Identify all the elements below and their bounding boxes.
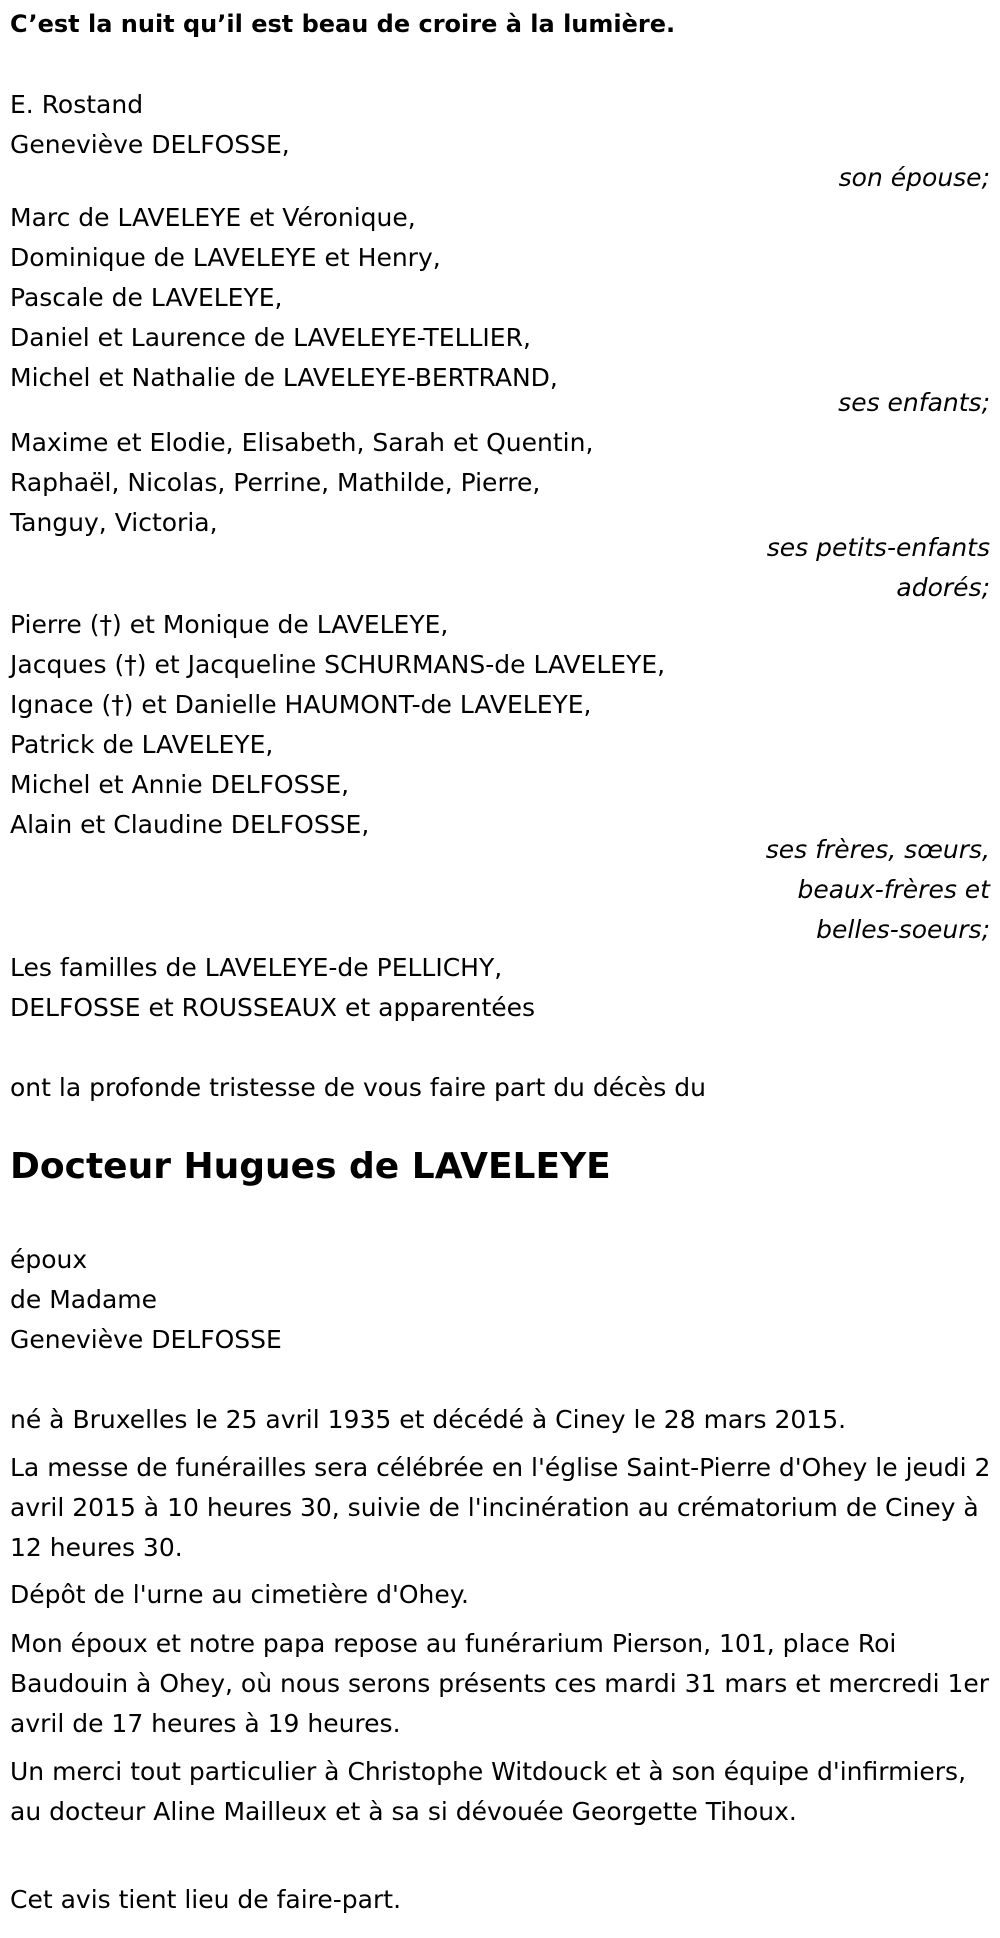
grandchildren-role-line-1: ses petits-enfants <box>766 533 990 562</box>
urn-paragraph: Dépôt de l'urne au cimetière d'Ohey. <box>10 1580 469 1609</box>
siblings-role-line-3: belles-soeurs; <box>816 915 990 944</box>
grandchildren-role-line-2: adorés; <box>896 573 990 602</box>
child-name-5: Michel et Nathalie de LAVELEYE-BERTRAND, <box>10 363 558 392</box>
sibling-name-4: Patrick de LAVELEYE, <box>10 730 274 759</box>
families-line-1: Les familles de LAVELEYE-de PELLICHY, <box>10 953 503 982</box>
spouse-of-line-1: époux <box>10 1245 88 1274</box>
funerarium-paragraph: Mon époux et notre papa repose au funérarium Pierson, 101, place Roi Baudouin à Ohey, où nous serons présents ces mardi 31 mars et mercredi 1er avril de 17 heures à 19 heures. <box>10 1629 990 1738</box>
notice-paragraph: Cet avis tient lieu de faire-part. <box>10 1885 402 1914</box>
spouse-of-line-2: de Madame <box>10 1285 158 1314</box>
child-name-1: Marc de LAVELEYE et Véronique, <box>10 203 416 232</box>
siblings-role-line-2: beaux-frères et <box>797 875 990 904</box>
children-role: ses enfants; <box>838 388 990 417</box>
deceased-name: Docteur Hugues de LAVELEYE <box>10 1146 611 1187</box>
siblings-role-line-1: ses frères, sœurs, <box>765 835 990 864</box>
child-name-3: Pascale de LAVELEYE, <box>10 283 283 312</box>
grandchildren-line-3: Tanguy, Victoria, <box>10 508 218 537</box>
sibling-name-1: Pierre (†) et Monique de LAVELEYE, <box>10 610 449 639</box>
sibling-name-5: Michel et Annie DELFOSSE, <box>10 770 350 799</box>
families-line-2: DELFOSSE et ROUSSEAUX et apparentées <box>10 993 536 1022</box>
quote-author: E. Rostand <box>10 90 144 119</box>
quote-text: C’est la nuit qu’il est beau de croire à la lumière. <box>10 10 676 38</box>
spouse-of-line-3: Geneviève DELFOSSE <box>10 1325 282 1354</box>
sibling-name-6: Alain et Claudine DELFOSSE, <box>10 810 370 839</box>
thanks-paragraph: Un merci tout particulier à Christophe Witdouck et à son équipe d'infirmiers, au docteur Aline Mailleux et à sa si dévouée Georgette Tihoux. <box>10 1757 967 1826</box>
birth-death-paragraph: né à Bruxelles le 25 avril 1935 et décédé à Ciney le 28 mars 2015. <box>10 1405 847 1434</box>
sibling-name-3: Ignace (†) et Danielle HAUMONT-de LAVELEYE, <box>10 690 592 719</box>
announcement-text: ont la profonde tristesse de vous faire part du décès du <box>10 1073 706 1102</box>
wife-role: son épouse; <box>838 163 990 192</box>
wife-name: Geneviève DELFOSSE, <box>10 130 290 159</box>
funeral-paragraph: La messe de funérailles sera célébrée en l'église Saint-Pierre d'Ohey le jeudi 2 avril 2015 à 10 heures 30, suivie de l'incinération au crématorium de Ciney à 12 heures 30. <box>10 1453 991 1562</box>
child-name-2: Dominique de LAVELEYE et Henry, <box>10 243 441 272</box>
child-name-4: Daniel et Laurence de LAVELEYE-TELLIER, <box>10 323 531 352</box>
sibling-name-2: Jacques (†) et Jacqueline SCHURMANS-de LAVELEYE, <box>10 650 666 679</box>
grandchildren-line-2: Raphaël, Nicolas, Perrine, Mathilde, Pierre, <box>10 468 541 497</box>
grandchildren-line-1: Maxime et Elodie, Elisabeth, Sarah et Quentin, <box>10 428 594 457</box>
